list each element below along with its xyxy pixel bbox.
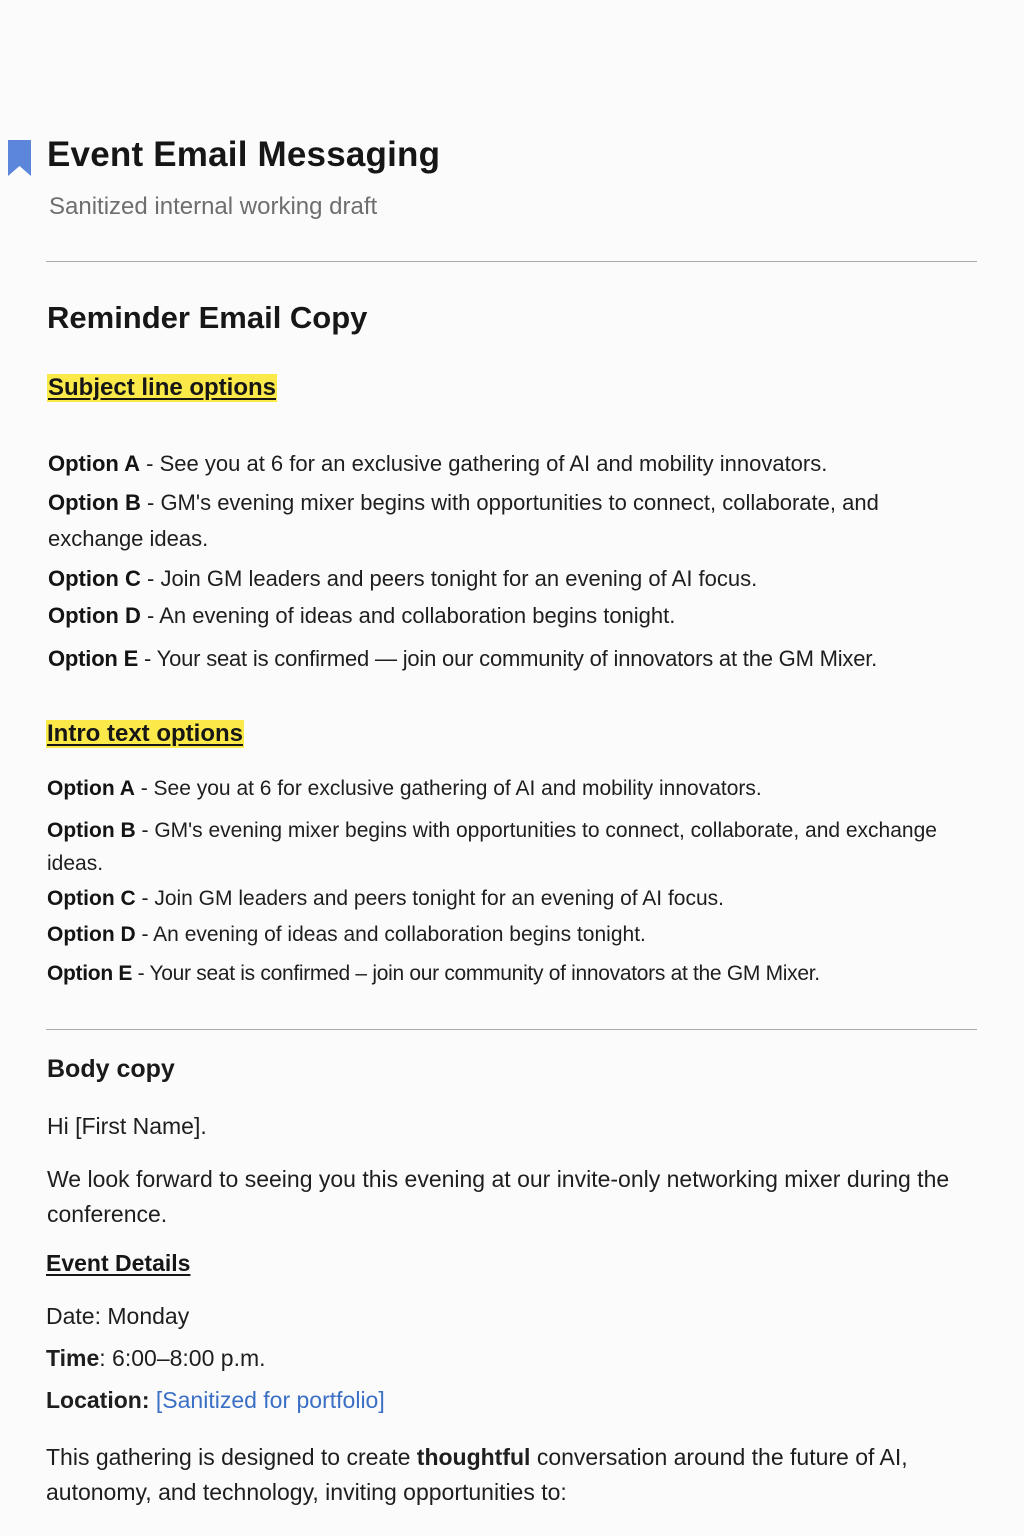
event-date: Date: Monday [46, 1303, 190, 1329]
option-label: Option C [47, 887, 136, 910]
subject-option-e [48, 641, 978, 677]
option-label: Option C [48, 566, 141, 591]
option-text: See you at 6 for an exclusive gathering of AI and mobility innovators. [159, 451, 828, 476]
greeting: Hi [First Name]. [47, 1113, 207, 1139]
divider [46, 261, 977, 262]
option-separator: - [140, 566, 161, 591]
option-label: Option D [47, 923, 136, 946]
event-location [46, 1383, 981, 1418]
option-label: Option B [47, 819, 136, 842]
intro-paragraph: We look forward to seeing you this evening at our invite-only networking mixer during the conference. [47, 1166, 950, 1227]
option-text: An evening of ideas and collaboration begins tonight. [153, 923, 646, 946]
bookmark-icon[interactable] [7, 139, 32, 177]
option-text: See you at 6 for exclusive gathering of AI and mobility innovators. [153, 777, 762, 800]
subject-option-d [48, 598, 978, 634]
option-label: Option B [48, 490, 141, 515]
option-separator: - [135, 923, 154, 946]
event-time [46, 1341, 981, 1376]
closing-paragraph [46, 1440, 981, 1510]
option-separator: - [135, 887, 155, 910]
option-text: GM's evening mixer begins with opportunities to connect, collaborate, and exchange ideas. [48, 490, 879, 551]
option-label: Option E [47, 962, 133, 985]
option-label: Option A [47, 777, 135, 800]
option-text: Join GM leaders and peers tonight for an evening of AI focus. [160, 566, 758, 591]
divider [46, 1029, 977, 1030]
closing-emphasis: thoughtful [416, 1444, 531, 1470]
subject-line-heading: Subject line options [48, 374, 277, 401]
location-link[interactable]: [Sanitized for portfolio] [155, 1387, 385, 1413]
option-separator: - [140, 490, 161, 515]
event-details-heading: Event Details [46, 1250, 191, 1276]
option-separator: - [135, 819, 155, 842]
option-separator: - [140, 451, 160, 476]
option-text: GM's evening mixer begins with opportunities to connect, collaborate, and exchange ideas. [47, 819, 937, 875]
time-value: : 6:00–8:00 p.m. [99, 1345, 266, 1371]
option-text: Join GM leaders and peers tonight for an evening of AI focus. [154, 887, 725, 910]
option-text: An evening of ideas and collaboration begins tonight. [159, 603, 676, 628]
body-copy-heading: Body copy [47, 1055, 175, 1083]
document-title: Event Email Messaging [47, 135, 441, 174]
location-label: Location: [46, 1387, 150, 1413]
option-separator: - [138, 646, 157, 671]
intro-option-e [47, 957, 977, 990]
intro-option-c [47, 882, 977, 915]
option-text: Your seat is confirmed — join our community of innovators at the GM Mixer. [156, 646, 878, 671]
section-heading-reminder: Reminder Email Copy [47, 300, 368, 335]
option-separator: - [140, 603, 160, 628]
intro-option-a [47, 772, 977, 805]
option-separator: - [132, 962, 150, 985]
subject-option-a [48, 446, 978, 482]
closing-text-start: This gathering is designed to create [46, 1444, 417, 1470]
intro-option-d [47, 918, 977, 951]
option-separator: - [134, 777, 154, 800]
subject-option-c [48, 561, 978, 597]
option-label: Option D [48, 603, 141, 628]
closing-text-end: conversation around the future of AI, autonomy, and technology, inviting opportunities to: [46, 1444, 908, 1505]
intro-option-b [47, 814, 977, 880]
document-subtitle: Sanitized internal working draft [49, 193, 378, 220]
option-label: Option A [48, 451, 141, 476]
option-text: Your seat is confirmed – join our community of innovators at the GM Mixer. [149, 962, 820, 985]
intro-text-heading: Intro text options [47, 720, 243, 747]
time-label: Time [46, 1345, 100, 1371]
subject-option-b [48, 485, 978, 557]
option-label: Option E [48, 646, 139, 671]
